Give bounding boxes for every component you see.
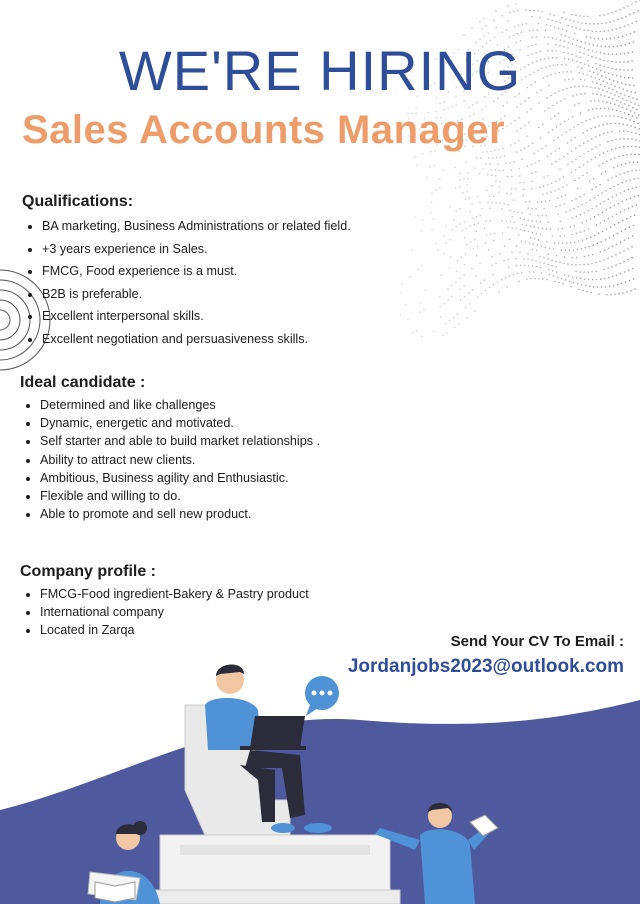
list-item: • Determined and like challenges (40, 396, 440, 414)
list-item: • +3 years experience in Sales. (42, 238, 442, 261)
list-item: • Dynamic, energetic and motivated. (40, 414, 440, 432)
list-item: • Self starter and able to build market relationships . (40, 432, 440, 450)
list-item: • BA marketing, Business Administrations or related field. (42, 215, 442, 238)
qualifications-section (22, 193, 442, 350)
list-item: • Located in Zarqa (40, 621, 440, 639)
hiring-headline: WE'RE HIRING (118, 39, 522, 102)
qualifications-list (22, 215, 442, 350)
list-item: • Ability to attract new clients. (40, 451, 440, 469)
contact-block (348, 633, 624, 678)
contact-email-link[interactable]: Jordanjobs2023@outlook.com (347, 656, 624, 677)
company-profile-section (20, 563, 440, 640)
ideal-candidate-list (20, 396, 440, 523)
ideal-candidate-heading: Ideal candidate : (20, 374, 146, 391)
list-item: • Flexible and willing to do. (40, 487, 440, 505)
list-item: • Excellent negotiation and persuasiveness skills. (42, 328, 442, 351)
position-title: Sales Accounts Manager (22, 108, 506, 152)
list-item: • Excellent interpersonal skills. (42, 305, 442, 328)
qualifications-heading: Qualifications: (22, 193, 134, 210)
list-item: • Able to promote and sell new product. (40, 505, 440, 523)
company-profile-heading: Company profile : (20, 563, 157, 580)
list-item: • International company (40, 603, 440, 621)
send-cv-label: Send Your CV To Email : (450, 633, 624, 650)
list-item: • Ambitious, Business agility and Enthusiastic. (40, 469, 440, 487)
list-item: • FMCG-Food ingredient-Bakery & Pastry product (40, 585, 440, 603)
chat-bubble-icon (305, 676, 339, 716)
company-profile-list (20, 585, 440, 640)
team-illustration (0, 650, 640, 904)
list-item: • FMCG, Food experience is a must. (42, 260, 442, 283)
list-item: • B2B is preferable. (42, 283, 442, 306)
ideal-candidate-section (20, 374, 440, 523)
